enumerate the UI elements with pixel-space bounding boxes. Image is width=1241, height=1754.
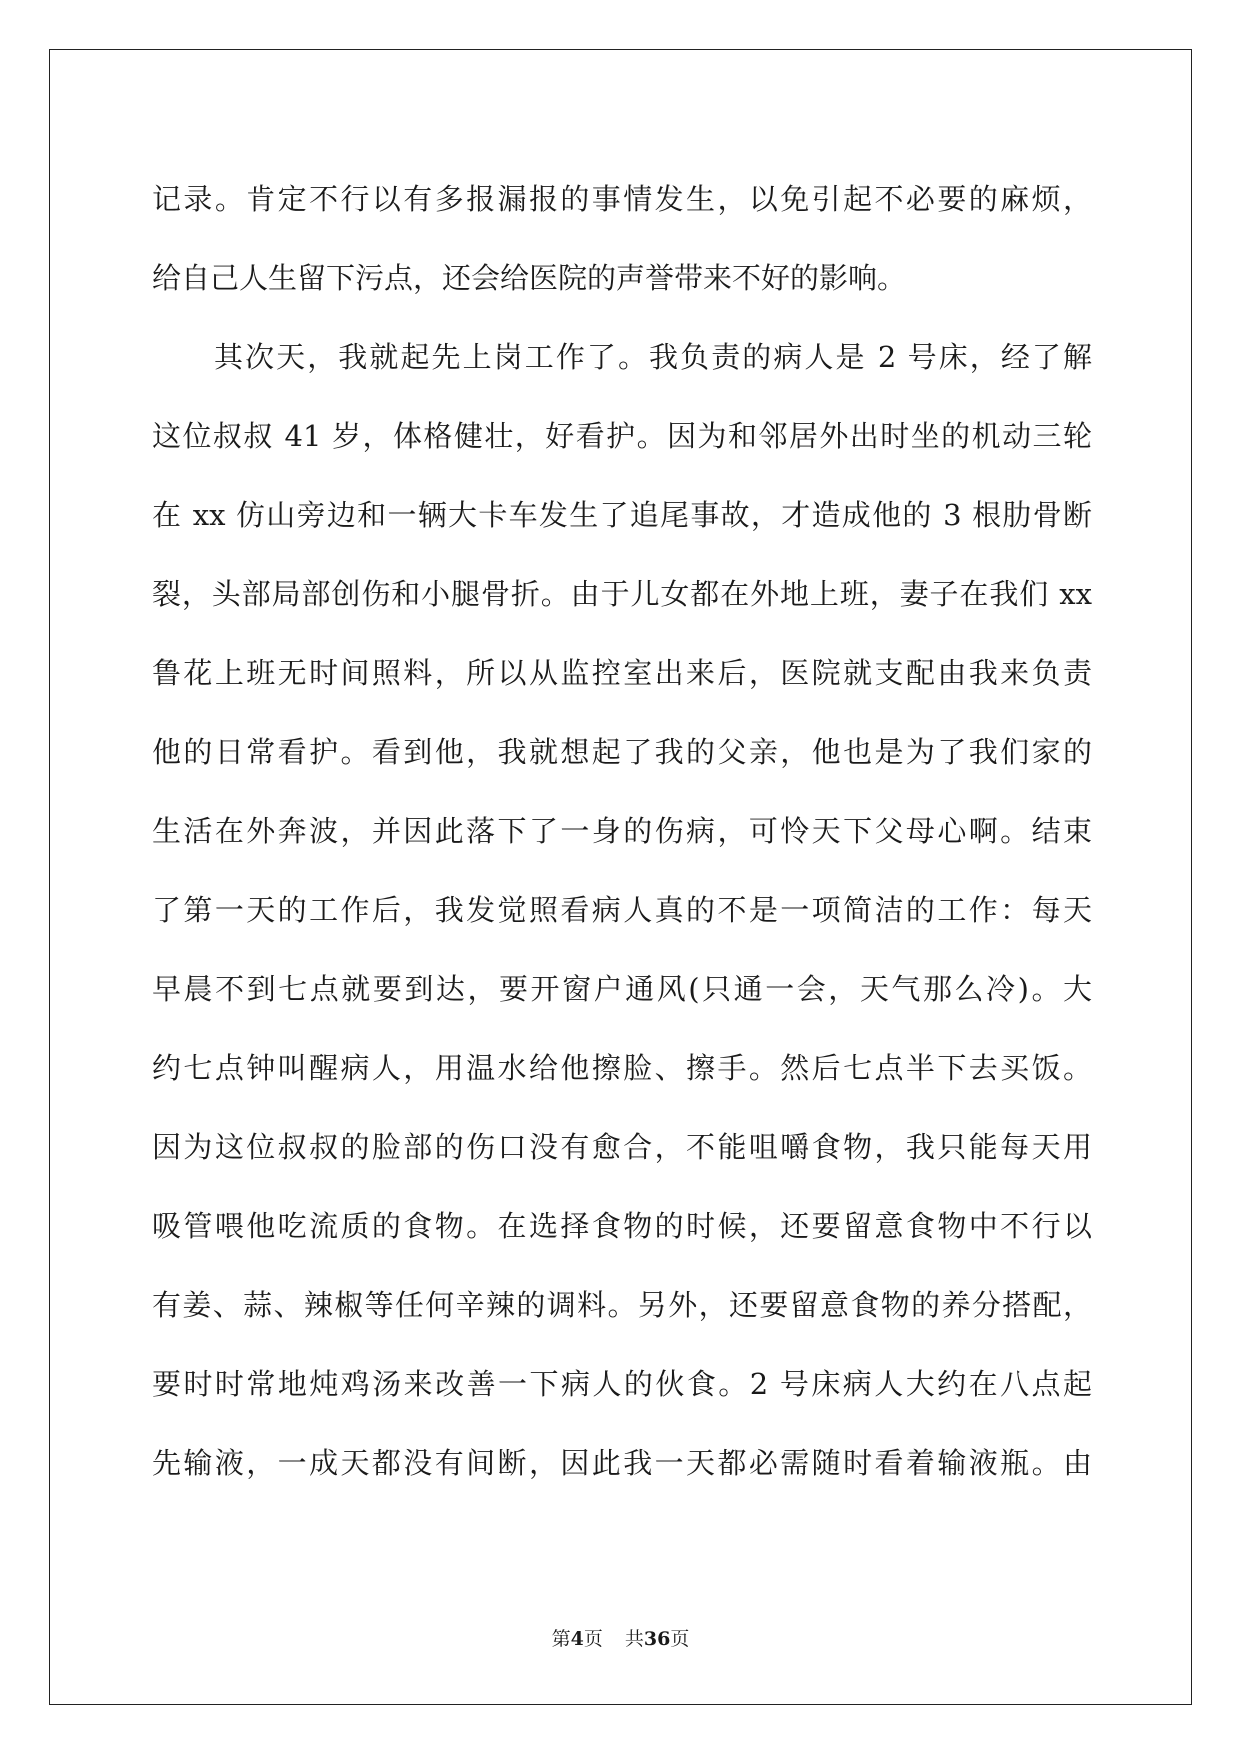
text-line-6: 裂，头部局部创伤和小腿骨折。由于儿女都在外地上班，妻子在我们 xx — [152, 577, 1092, 611]
text-line-16: 要时时常地炖鸡汤来改善一下病人的伙食。2 号床病人大约在八点起 — [152, 1367, 1092, 1401]
page-number: 4 — [570, 1628, 584, 1650]
total-pages: 36 — [643, 1628, 671, 1650]
page-suffix: 页 — [583, 1628, 603, 1650]
text-line-8: 他的日常看护。看到他，我就想起了我的父亲，他也是为了我们家的 — [152, 735, 1092, 769]
text-line-12: 约七点钟叫醒病人，用温水给他擦脸、擦手。然后七点半下去买饭。 — [152, 1051, 1092, 1085]
page-prefix: 第 — [551, 1628, 571, 1650]
text-line-14: 吸管喂他吃流质的食物。在选择食物的时候，还要留意食物中不行以 — [152, 1209, 1092, 1243]
text-line-3: 其次天，我就起先上岗工作了。我负责的病人是 2 号床，经了解 — [214, 340, 1092, 374]
text-line-4: 这位叔叔 41 岁，体格健壮，好看护。因为和邻居外出时坐的机动三轮 — [152, 419, 1092, 453]
text-line-10: 了第一天的工作后，我发觉照看病人真的不是一项简洁的工作：每天 — [152, 893, 1092, 927]
document-body — [152, 160, 1092, 1503]
text-line-1: 记录。肯定不行以有多报漏报的事情发生，以免引起不必要的麻烦， — [152, 182, 1092, 216]
page-footer — [0, 1627, 1241, 1651]
text-line-11: 早晨不到七点就要到达，要开窗户通风(只通一会，天气那么冷)。大 — [152, 972, 1092, 1006]
text-line-7: 鲁花上班无时间照料，所以从监控室出来后，医院就支配由我来负责 — [152, 656, 1092, 690]
text-line-13: 因为这位叔叔的脸部的伤口没有愈合，不能咀嚼食物，我只能每天用 — [152, 1130, 1092, 1164]
total-prefix: 共 — [624, 1628, 644, 1650]
text-line-2: 给自己人生留下污点，还会给医院的声誉带来不好的影响。 — [152, 261, 907, 295]
total-suffix: 页 — [670, 1628, 690, 1650]
text-line-17: 先输液，一成天都没有间断，因此我一天都必需随时看着输液瓶。由 — [152, 1446, 1092, 1480]
text-line-15: 有姜、蒜、辣椒等任何辛辣的调料。另外，还要留意食物的养分搭配， — [152, 1288, 1092, 1322]
text-line-9: 生活在外奔波，并因此落下了一身的伤病，可怜天下父母心啊。结束 — [152, 814, 1092, 848]
text-line-5: 在 xx 仿山旁边和一辆大卡车发生了追尾事故，才造成他的 3 根肋骨断 — [152, 498, 1092, 532]
